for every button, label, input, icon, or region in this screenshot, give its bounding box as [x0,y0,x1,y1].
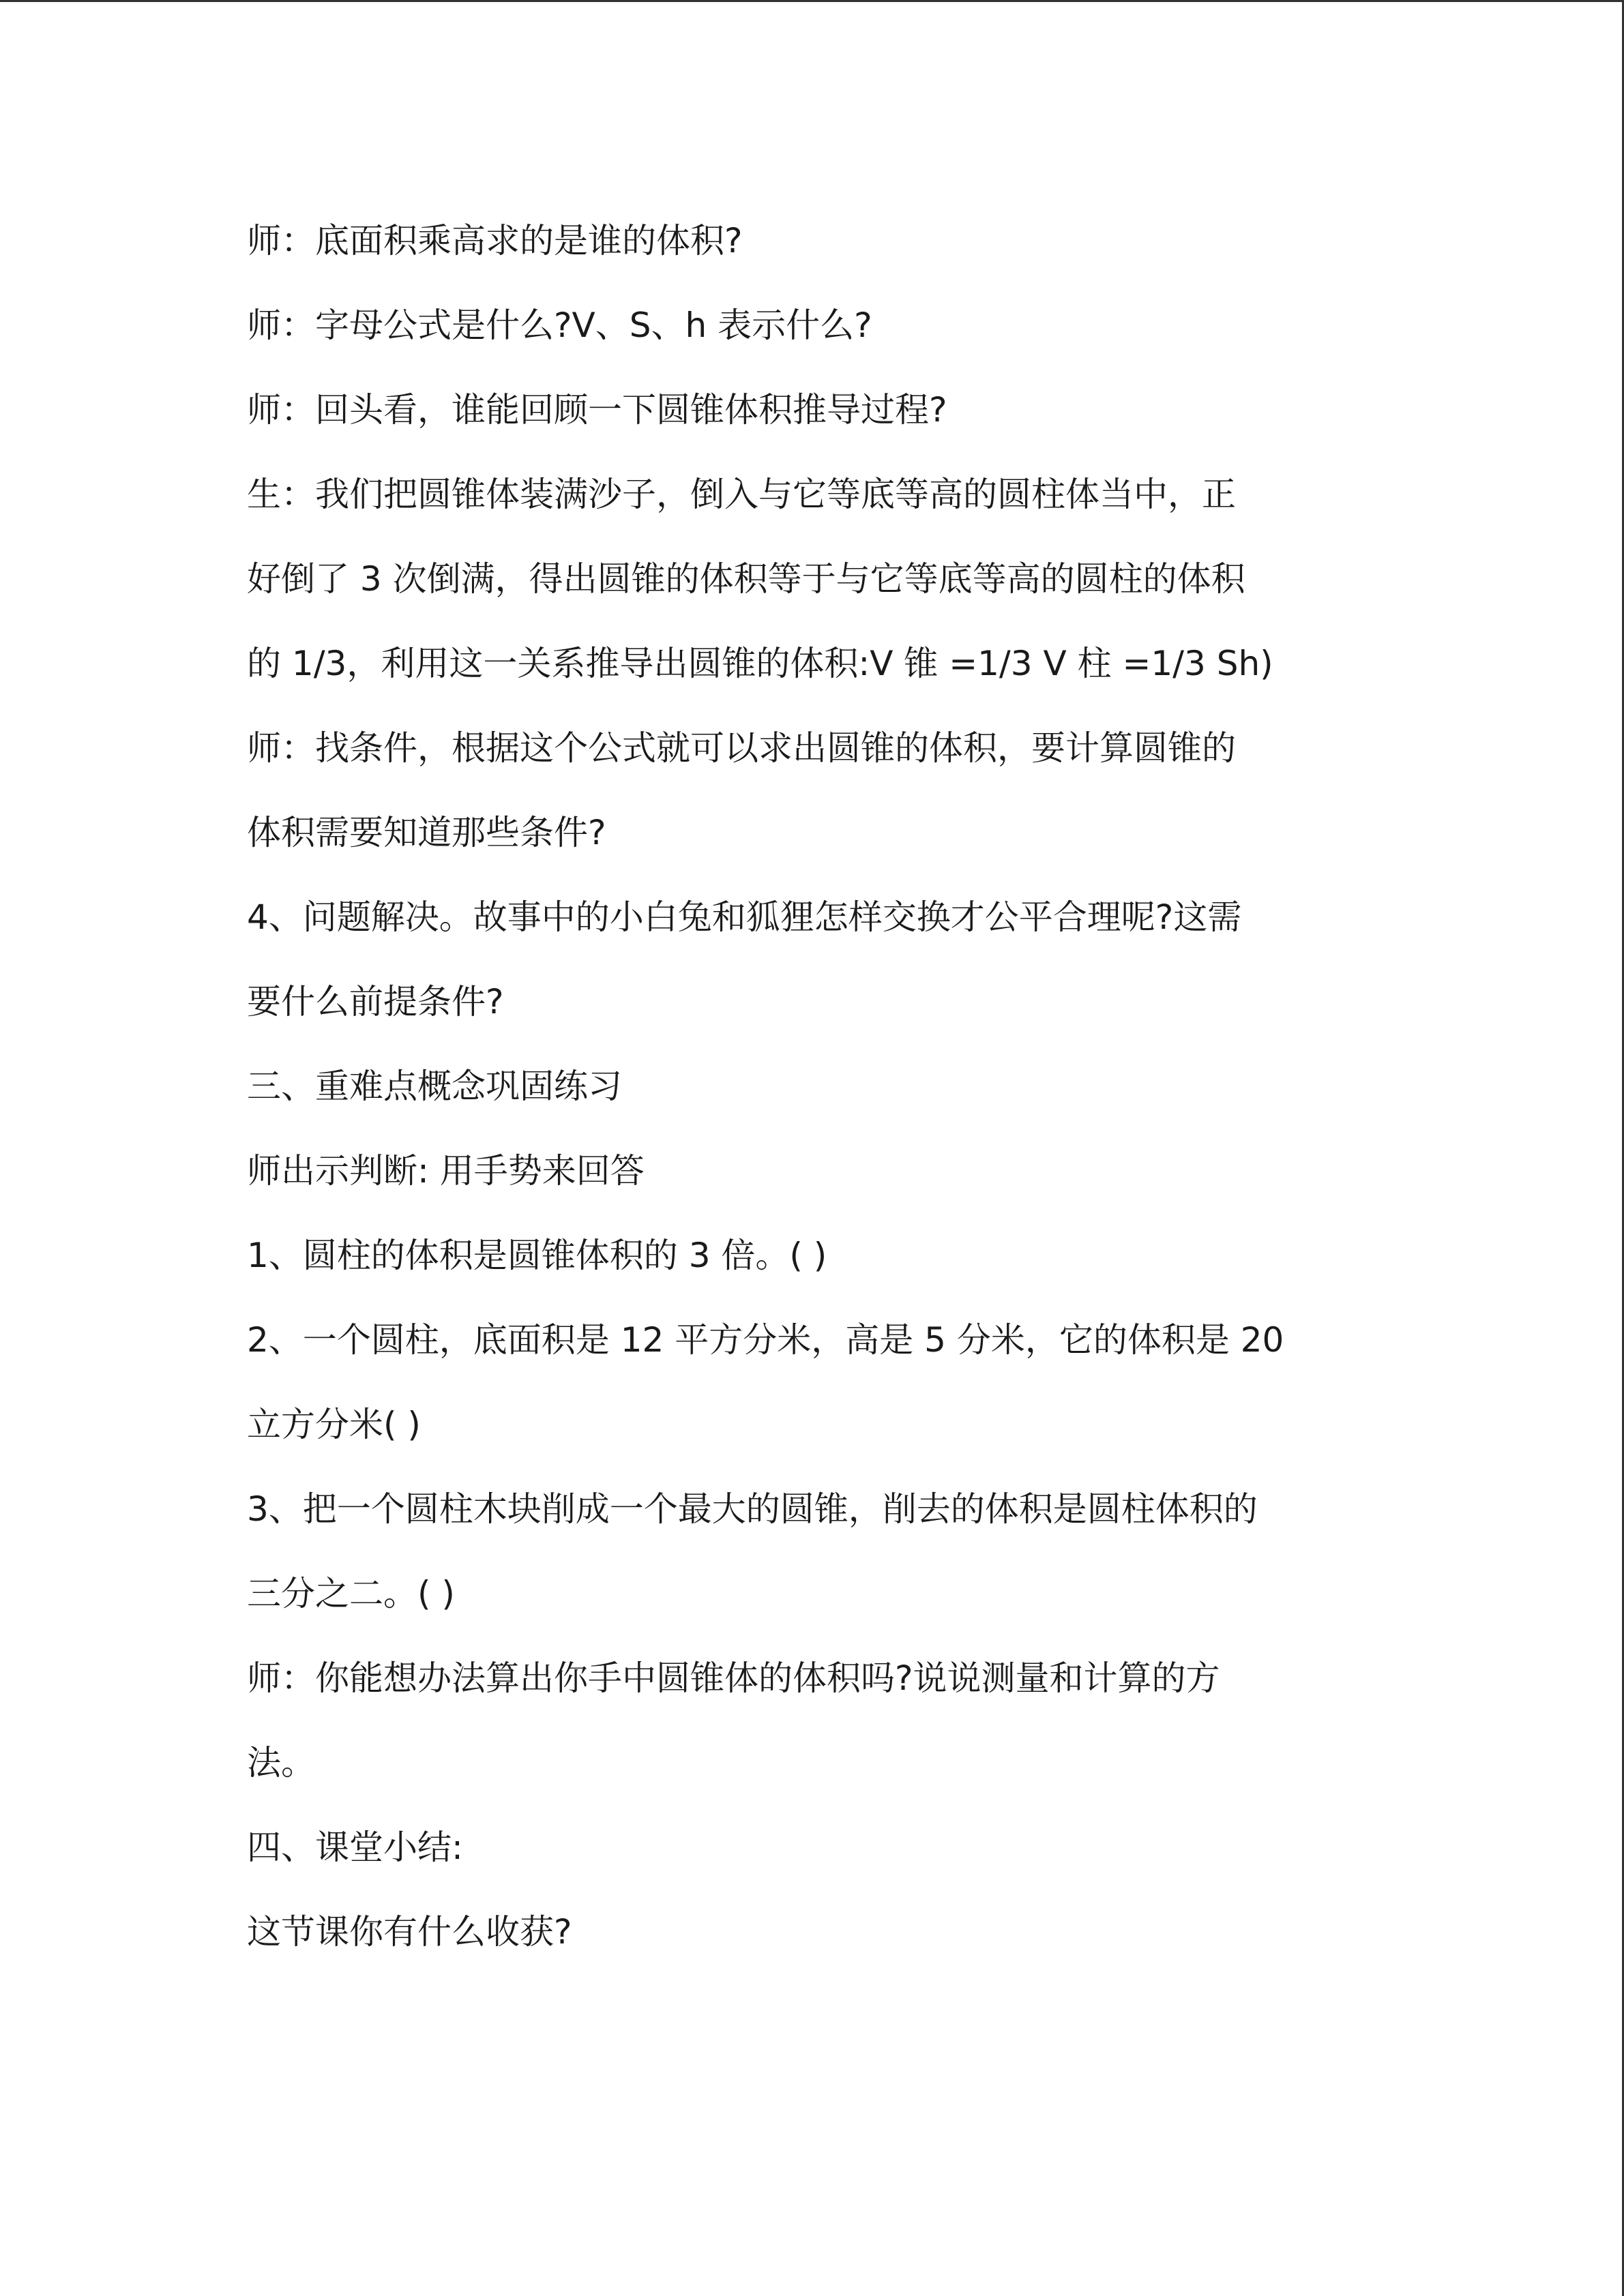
text-line: 师：你能想办法算出你手中圆锥体的体积吗?说说测量和计算的方 [247,1658,1220,1698]
text-line: 的 1/3，利用这一关系推导出圆锥的体积:V 锥 =1/3 V 柱 =1/3 Sh) [247,644,1273,683]
text-line: 体积需要知道那些条件? [247,813,606,852]
text-line: 师出示判断: 用手势来回答 [247,1151,645,1191]
text-line: 4、问题解决。故事中的小白兔和狐狸怎样交换才公平合理呢?这需 [247,897,1242,937]
text-line: 师：字母公式是什么?V、S、h 表示什么? [247,305,872,345]
text-line: 好倒了 3 次倒满，得出圆锥的体积等于与它等底等高的圆柱的体积 [247,559,1245,599]
question-item: 三分之二。( ) [247,1574,455,1613]
question-item: 3、把一个圆柱木块削成一个最大的圆锥，削去的体积是圆柱体积的 [247,1489,1258,1529]
text-line: 生：我们把圆锥体装满沙子，倒入与它等底等高的圆柱体当中，正 [247,475,1236,514]
question-item: 1、圆柱的体积是圆锥体积的 3 倍。( ) [247,1236,827,1275]
text-line: 师：找条件，根据这个公式就可以求出圆锥的体积，要计算圆锥的 [247,728,1236,768]
section-heading: 三、重难点概念巩固练习 [247,1067,622,1106]
text-line: 法。 [247,1743,315,1783]
text-line: 要什么前提条件? [247,982,504,1022]
section-heading: 四、课堂小结: [247,1828,463,1867]
text-line: 师：底面积乘高求的是谁的体积? [247,221,743,260]
document-body [247,198,1379,1974]
text-line: 这节课你有什么收获? [247,1912,572,1952]
text-line: 师：回头看，谁能回顾一下圆锥体积推导过程? [247,390,947,430]
question-item: 立方分米( ) [247,1405,421,1444]
question-item: 2、一个圆柱，底面积是 12 平方分米，高是 5 分米，它的体积是 20 [247,1320,1284,1360]
